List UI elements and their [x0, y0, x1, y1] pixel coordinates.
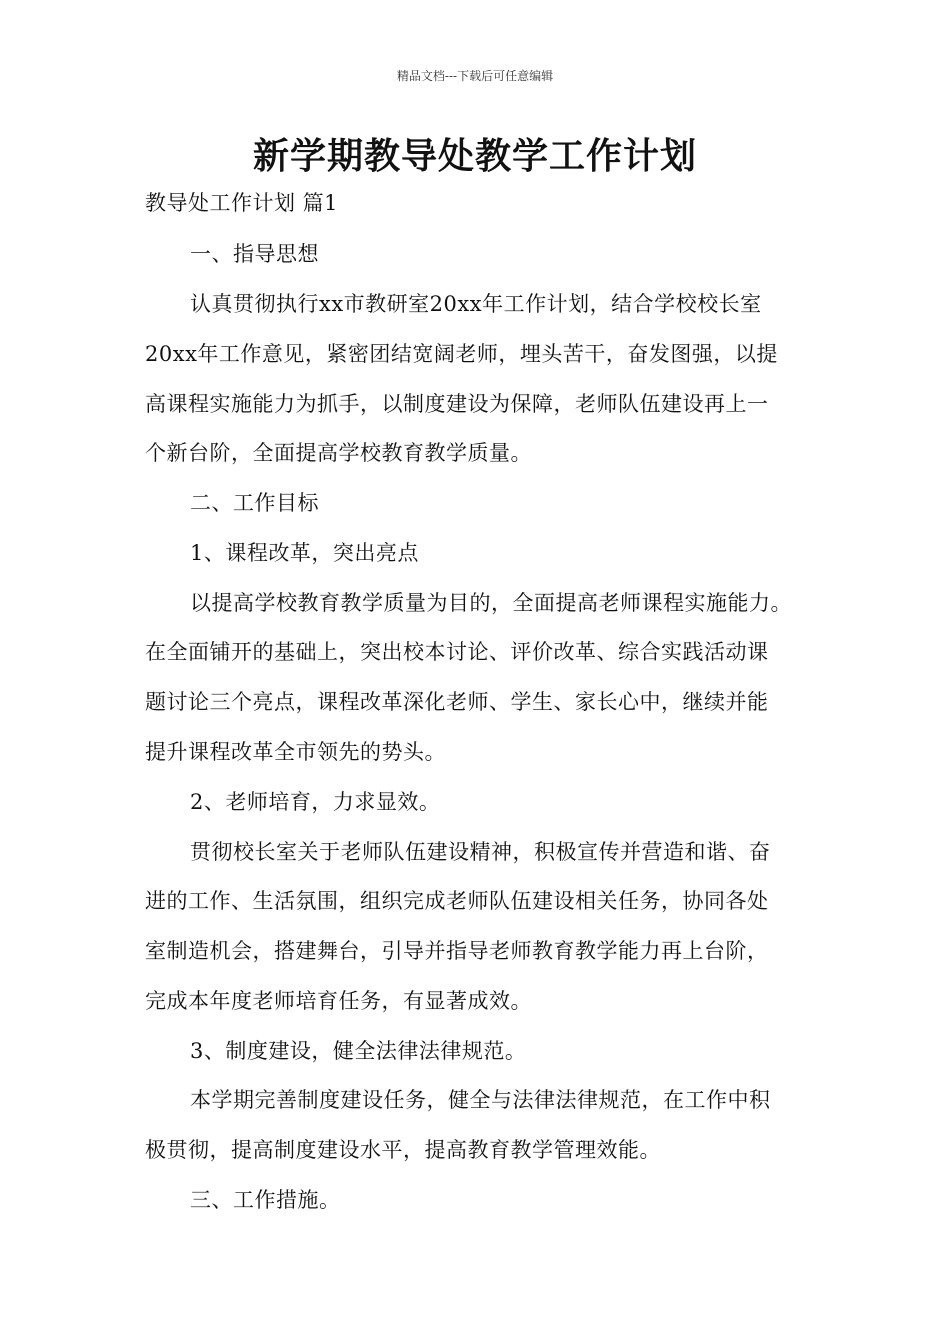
document-subtitle: 教导处工作计划 篇1	[145, 191, 339, 215]
paragraph-line: 极贯彻，提高制度建设水平，提高教育教学管理效能。	[145, 1138, 661, 1162]
paragraph-line: 题讨论三个亮点，课程改革深化老师、学生、家长心中，继续并能	[145, 690, 769, 714]
subheading-teacher-training: 2、老师培育，力求显效。	[190, 790, 441, 814]
paragraph-line: 高课程实施能力为抓手，以制度建设为保障，老师队伍建设再上一	[145, 392, 769, 416]
page-header-note: 精品文档---下载后可任意编辑	[396, 69, 554, 83]
paragraph-line: 进的工作、生活氛围，组织完成老师队伍建设相关任务，协同各处	[145, 889, 769, 913]
paragraph-line: 室制造机会，搭建舞台，引导并指导老师教育教学能力再上台阶，	[145, 939, 769, 963]
section-heading-work-measures: 三、工作措施。	[190, 1188, 341, 1212]
subheading-system-building: 3、制度建设，健全法律法律规范。	[190, 1039, 527, 1063]
document-title: 新学期教导处教学工作计划	[252, 136, 697, 177]
paragraph-line: 提升课程改革全市领先的势头。	[145, 740, 446, 764]
paragraph-line: 贯彻校长室关于老师队伍建设精神，积极宣传并营造和谐、奋	[190, 840, 771, 864]
paragraph-line: 20xx年工作意见，紧密团结宽阔老师，埋头苦干，奋发图强，以提	[145, 342, 778, 366]
paragraph-line: 完成本年度老师培育任务，有显著成效。	[145, 989, 532, 1013]
paragraph-line: 个新台阶，全面提高学校教育教学质量。	[145, 441, 532, 465]
paragraph-line: 本学期完善制度建设任务，健全与法律法律规范，在工作中积	[190, 1088, 771, 1112]
subheading-curriculum-reform: 1、课程改革，突出亮点	[190, 541, 419, 565]
paragraph-line: 认真贯彻执行xx市教研室20xx年工作计划，结合学校校长室	[190, 292, 762, 316]
section-heading-work-goals: 二、工作目标	[190, 491, 319, 515]
paragraph-line: 在全面铺开的基础上，突出校本讨论、评价改革、综合实践活动课	[145, 640, 769, 664]
section-heading-guiding-thought: 一、指导思想	[190, 242, 319, 266]
paragraph-line: 以提高学校教育教学质量为目的，全面提高老师课程实施能力。	[190, 591, 792, 615]
